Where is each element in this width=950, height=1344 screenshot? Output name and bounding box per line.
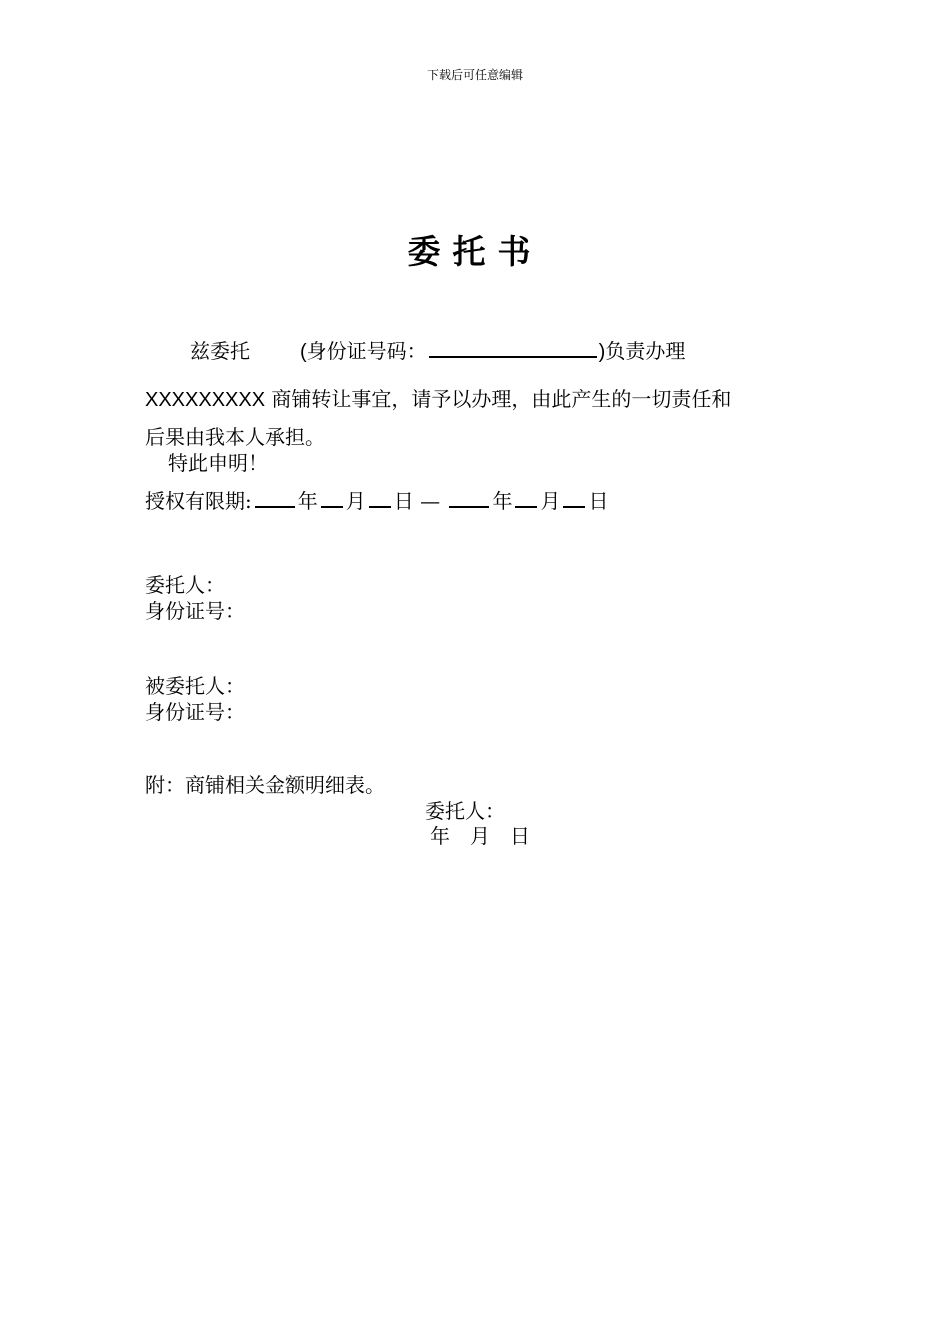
principal-name-label: 委托人： — [145, 573, 225, 597]
start-month-label: 月 — [345, 489, 366, 513]
document-title: 委托书 — [407, 232, 543, 271]
end-month-blank — [515, 486, 537, 508]
id-number-blank — [429, 336, 597, 358]
id-close-text: )负责办理 — [598, 341, 686, 363]
agent-id-label: 身份证号： — [145, 700, 245, 724]
principal-id-label: 身份证号： — [145, 599, 245, 623]
shop-transfer-text: 商铺转让事宜，请予以办理，由此产生的一切责任和 — [265, 387, 732, 411]
start-year-blank — [255, 486, 295, 508]
header-note: 下载后可任意编辑 — [426, 68, 523, 82]
start-year-label: 年 — [297, 489, 318, 513]
end-year-label: 年 — [492, 489, 513, 513]
start-month-blank — [321, 486, 343, 508]
shop-code: XXXXXXXXX — [145, 389, 266, 411]
end-day-label: 日 — [588, 489, 609, 513]
period-dash: — — [413, 489, 447, 513]
paragraph-line-3: 后果由我本人承担。 — [145, 425, 325, 449]
period-label: 授权有限期: — [145, 489, 252, 513]
end-month-label: 月 — [540, 489, 561, 513]
entrust-text: 兹委托 — [190, 339, 250, 363]
end-year-blank — [449, 486, 489, 508]
paragraph-line-1 — [190, 336, 685, 365]
start-day-label: 日 — [393, 489, 414, 513]
agent-name-label: 被委托人： — [145, 674, 245, 698]
paragraph-line-2 — [145, 386, 731, 413]
signature-label: 委托人： — [425, 799, 505, 823]
id-open-text: (身份证号码： — [300, 341, 427, 363]
signature-date: 年 月 日 — [430, 824, 530, 848]
end-day-blank — [563, 486, 585, 508]
start-day-blank — [369, 486, 391, 508]
authorization-period — [145, 486, 608, 514]
attachment-note: 附：商铺相关金额明细表。 — [145, 773, 385, 797]
declaration-text: 特此申明！ — [168, 451, 268, 475]
